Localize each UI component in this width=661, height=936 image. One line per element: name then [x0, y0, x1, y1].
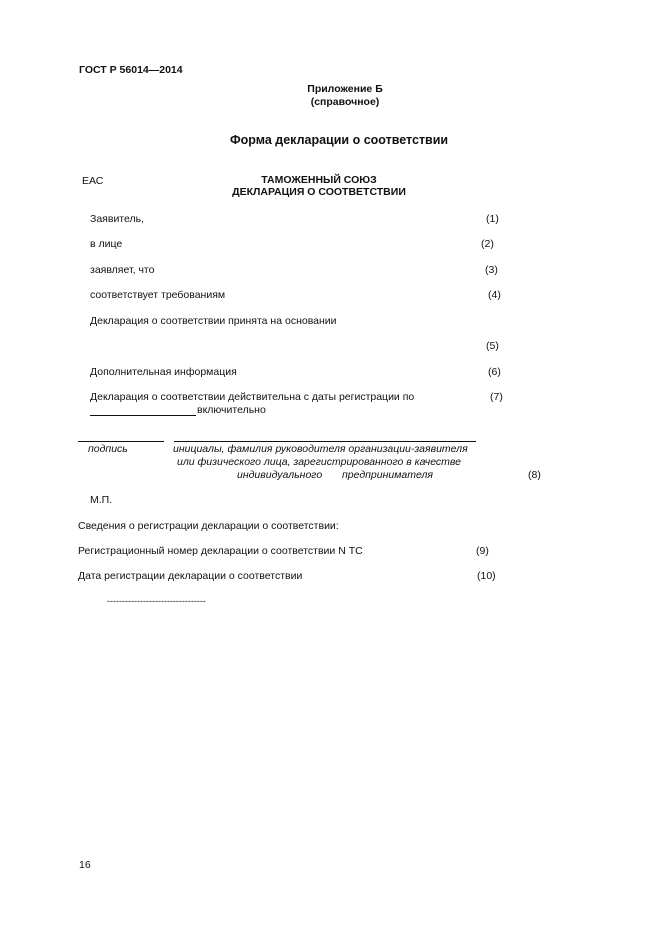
validity-date-blank — [90, 415, 196, 416]
customs-union-title: ТАМОЖЕННЫЙ СОЮЗ — [261, 174, 377, 186]
registration-date-label: Дата регистрации декларации о соответствии — [78, 570, 303, 582]
declares-label: заявляет, что — [90, 264, 155, 276]
additional-info-label: Дополнительная информация — [90, 366, 237, 378]
registration-number-ref: (9) — [476, 545, 489, 557]
validity-number: (7) — [490, 391, 503, 403]
basis-number: (5) — [486, 340, 499, 352]
applicant-label: Заявитель, — [90, 213, 145, 225]
appendix-subtitle: (справочное) — [310, 96, 380, 108]
signature-number: (8) — [528, 469, 541, 481]
represented-by-number: (2) — [481, 238, 494, 250]
name-caption-line-3a: индивидуального — [237, 469, 323, 481]
declaration-title: ДЕКЛАРАЦИЯ О СООТВЕТСТВИИ — [232, 186, 406, 198]
stamp-place: М.П. — [90, 494, 113, 506]
validity-label: Декларация о соответствии действительна с даты регистрации по — [90, 391, 415, 403]
page-number: 16 — [79, 859, 91, 871]
name-line — [174, 441, 476, 442]
registration-date-ref: (10) — [477, 570, 496, 582]
registration-number-label: Регистрационный номер декларации о соответствии N ТС — [78, 545, 363, 557]
form-title: Форма декларации о соответствии — [230, 133, 449, 147]
represented-by-label: в лице — [90, 238, 123, 250]
applicant-number: (1) — [486, 213, 499, 225]
appendix-title: Приложение Б — [307, 83, 383, 95]
eac-mark: ЕАС — [82, 175, 104, 187]
name-caption-line-3b: предпринимателя — [342, 469, 434, 481]
signature-line — [78, 441, 164, 442]
additional-info-number: (6) — [488, 366, 501, 378]
name-caption-line-1: инициалы, фамилия руководителя организации-заявителя — [173, 443, 468, 455]
declares-number: (3) — [485, 264, 498, 276]
requirements-label: соответствует требованиям — [90, 289, 226, 301]
requirements-number: (4) — [488, 289, 501, 301]
basis-label: Декларация о соответствии принята на основании — [90, 315, 337, 327]
separator-line: --------------------------------- — [107, 596, 206, 606]
standard-designation: ГОСТ Р 56014—2014 — [79, 64, 183, 76]
registration-heading: Сведения о регистрации декларации о соответствии: — [78, 520, 339, 532]
validity-suffix: включительно — [197, 404, 266, 416]
signature-caption: подпись — [88, 443, 128, 455]
name-caption-line-2: или физического лица, зарегистрированного в качестве — [177, 456, 462, 468]
